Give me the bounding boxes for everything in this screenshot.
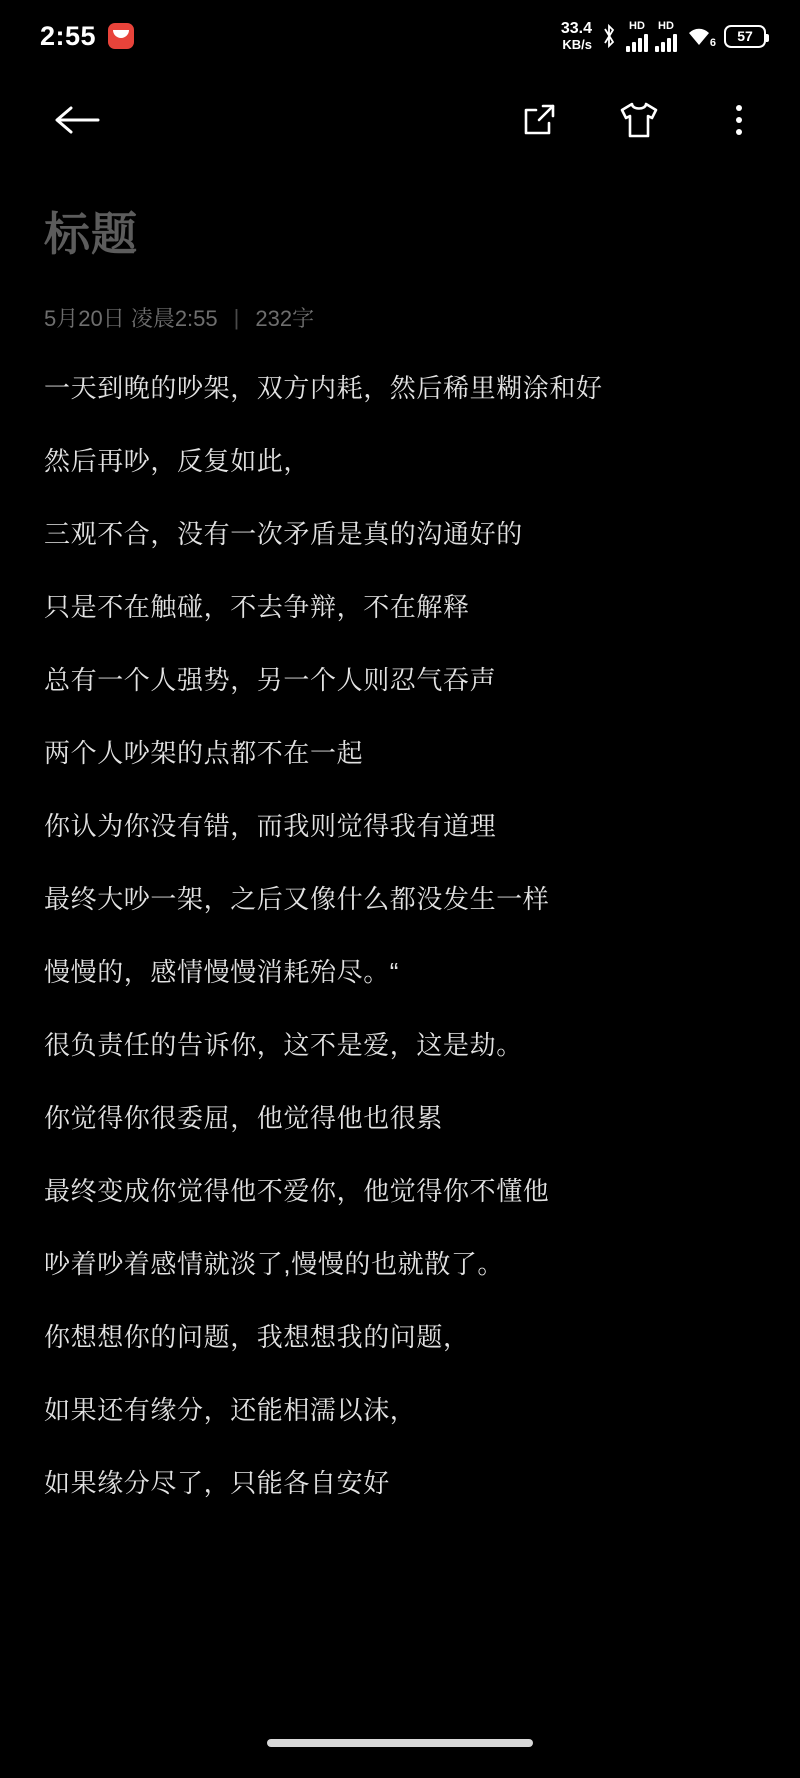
- note-line: 三观不合，没有一次矛盾是真的沟通好的: [44, 519, 523, 549]
- sim1-hd-label: HD: [629, 19, 645, 32]
- status-bar-right: [561, 21, 766, 52]
- note-line: 两个人吵架的点都不在一起: [44, 738, 364, 768]
- meta-separator: |: [233, 304, 240, 330]
- status-bar: [0, 0, 800, 72]
- network-speed-unit: KB/s: [562, 36, 592, 52]
- note-content: [0, 168, 800, 1708]
- note-line: 慢慢的，感情慢慢消耗殆尽。“: [44, 957, 400, 987]
- action-bar-right: [506, 87, 772, 153]
- back-arrow-icon: [54, 103, 100, 137]
- notification-app-icon: [108, 23, 134, 49]
- note-line: 只是不在触碰，不去争辩，不在解释: [44, 592, 470, 622]
- signal-indicators: [626, 21, 677, 52]
- note-meta: [44, 302, 756, 333]
- note-line: 如果缘分尽了，只能各自安好: [44, 1468, 390, 1498]
- sim1-signal-bars: [626, 34, 648, 52]
- note-line: 很负责任的告诉你，这不是爱，这是劫。: [44, 1030, 523, 1060]
- sim1-indicator: [626, 21, 648, 52]
- more-options-button[interactable]: [706, 87, 772, 153]
- style-button[interactable]: [606, 87, 672, 153]
- note-line: 如果还有缘分，还能相濡以沫，: [44, 1395, 417, 1425]
- status-bar-left: [40, 21, 134, 52]
- more-vertical-icon: [736, 105, 742, 135]
- home-indicator[interactable]: [267, 1739, 533, 1747]
- bluetooth-icon: [601, 23, 617, 49]
- share-button[interactable]: [506, 87, 572, 153]
- note-line: 吵着吵着感情就淡了,慢慢的也就散了。: [44, 1249, 505, 1279]
- note-line: 然后再吵，反复如此，: [44, 446, 311, 476]
- note-word-count: 232字: [255, 306, 315, 331]
- note-line: 最终大吵一架，之后又像什么都没发生一样: [44, 884, 550, 914]
- share-icon: [520, 101, 558, 139]
- sim2-hd-label: HD: [658, 19, 674, 32]
- note-line: 你想想你的问题，我想想我的问题，: [44, 1322, 470, 1352]
- note-line: 最终变成你觉得他不爱你，他觉得你不懂他: [44, 1176, 550, 1206]
- note-line: 总有一个人强势，另一个人则忍气吞声: [44, 665, 497, 695]
- battery-percent-label: 57: [737, 28, 753, 44]
- network-speed-value: 33.4: [560, 19, 592, 37]
- gesture-area: [0, 1708, 800, 1778]
- note-body[interactable]: [44, 375, 756, 1496]
- sim2-signal-bars: [655, 34, 677, 52]
- note-line: 你认为你没有错，而我则觉得我有道理: [44, 811, 497, 841]
- note-action-bar: [0, 72, 800, 168]
- note-line: 你觉得你很委屈，他觉得他也很累: [44, 1103, 444, 1133]
- wifi-generation-label: 6: [709, 37, 716, 49]
- tshirt-style-icon: [617, 99, 661, 141]
- wifi-icon: [686, 25, 716, 49]
- status-clock: 2:55: [40, 20, 97, 51]
- battery-indicator: [724, 25, 766, 48]
- sim2-indicator: [655, 21, 677, 52]
- note-line: 一天到晚的吵架，双方内耗，然后稀里糊涂和好: [44, 373, 603, 403]
- network-speed: [561, 21, 592, 51]
- note-date: 5月20日 凌晨2:55: [44, 306, 218, 331]
- back-button[interactable]: [44, 87, 110, 153]
- note-title[interactable]: 标题: [44, 208, 138, 260]
